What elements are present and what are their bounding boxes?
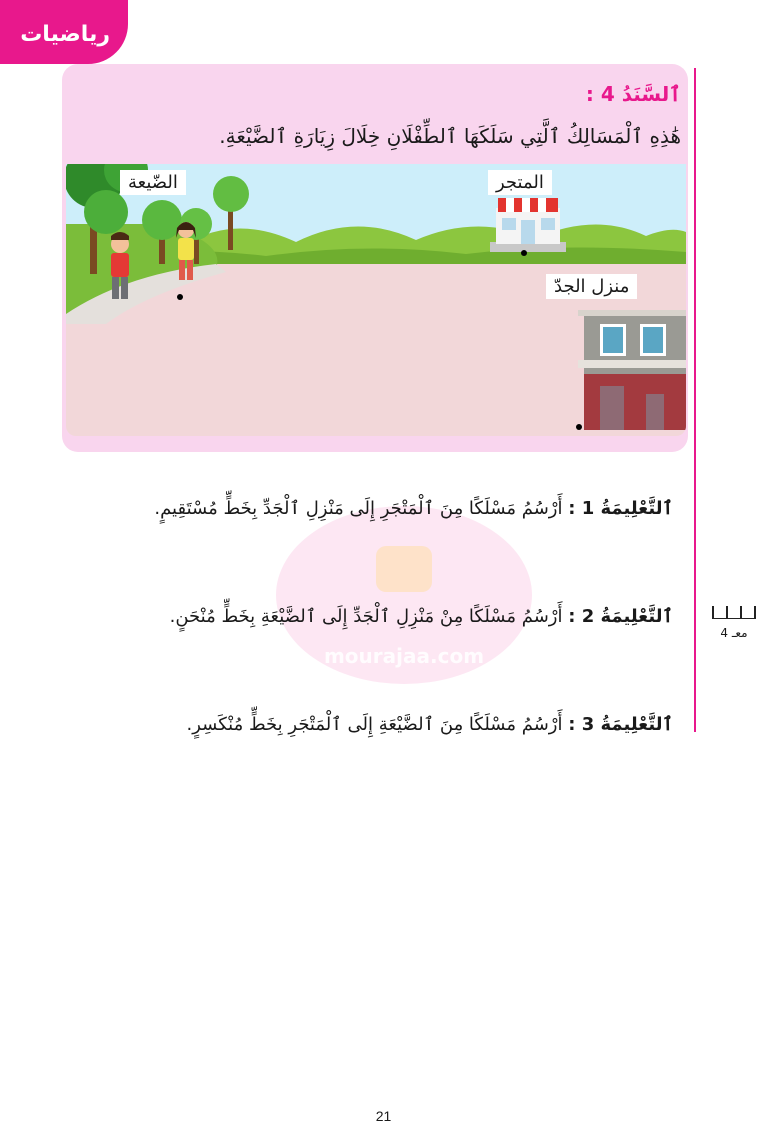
margin-reference bbox=[712, 604, 756, 644]
grandpa-house-label: منزل الجدّ bbox=[546, 274, 637, 299]
farm-label: الضّيعة bbox=[120, 170, 186, 195]
subject-tab-label: رياضيات bbox=[20, 22, 110, 47]
subject-tab bbox=[0, 0, 128, 64]
instruction-3-text: أَرْسُمُ مَسْلَكًا مِنَ ٱلضَّيْعَةِ إِلَى ٱلْمَتْجَرِ بِخَطٍّ مُنْكَسِرٍ. bbox=[186, 714, 563, 735]
margin-rule bbox=[694, 68, 696, 732]
instruction-1-number: ٱلتَّعْلِيمَةُ 1 : bbox=[568, 498, 673, 519]
instruction-1 bbox=[154, 498, 673, 519]
instruction-2-text: أَرْسُمُ مَسْلَكًا مِنْ مَنْزِلِ ٱلْجَدِّ إِلَى ٱلضَّيْعَةِ بِخَطٍّ مُنْحَنٍ. bbox=[169, 606, 563, 627]
watermark-text: mourajaa.com bbox=[323, 644, 485, 668]
grandpa-house-point bbox=[576, 424, 582, 430]
document-title: ٱلسَّنَدُ 4 : bbox=[585, 82, 681, 106]
margin-reference-text: معـ 4 bbox=[720, 626, 748, 640]
instruction-1-text: أَرْسُمُ مَسْلَكًا مِنَ ٱلْمَتْجَرِ إِلَى مَنْزِلِ ٱلْجَدِّ بِخَطٍّ مُسْتَقِيمٍ. bbox=[154, 498, 563, 519]
book-icon bbox=[376, 546, 432, 592]
tick-marks bbox=[712, 604, 756, 619]
instruction-3-number: ٱلتَّعْلِيمَةُ 3 : bbox=[568, 714, 673, 735]
instruction-2 bbox=[170, 606, 673, 627]
shop-building bbox=[490, 198, 566, 252]
instruction-2-number: ٱلتَّعْلِيمَةُ 2 : bbox=[568, 606, 673, 627]
shop-point bbox=[521, 250, 527, 256]
document-description: هَٰذِهِ ٱلْمَسَالِكُ ٱلَّتِي سَلَكَهَا ٱلطِّفْلَانِ خِلَالَ زِيَارَةِ ٱلضَّيْعَةِ. bbox=[219, 124, 681, 148]
farm-point bbox=[177, 294, 183, 300]
page-number: 21 bbox=[375, 1108, 392, 1124]
shop-label: المتجر bbox=[488, 170, 552, 195]
instruction-3 bbox=[187, 714, 674, 735]
grandpa-house-building bbox=[578, 310, 686, 430]
scene-svg bbox=[66, 164, 686, 436]
watermark bbox=[276, 506, 532, 684]
scene-illustration bbox=[66, 164, 686, 436]
